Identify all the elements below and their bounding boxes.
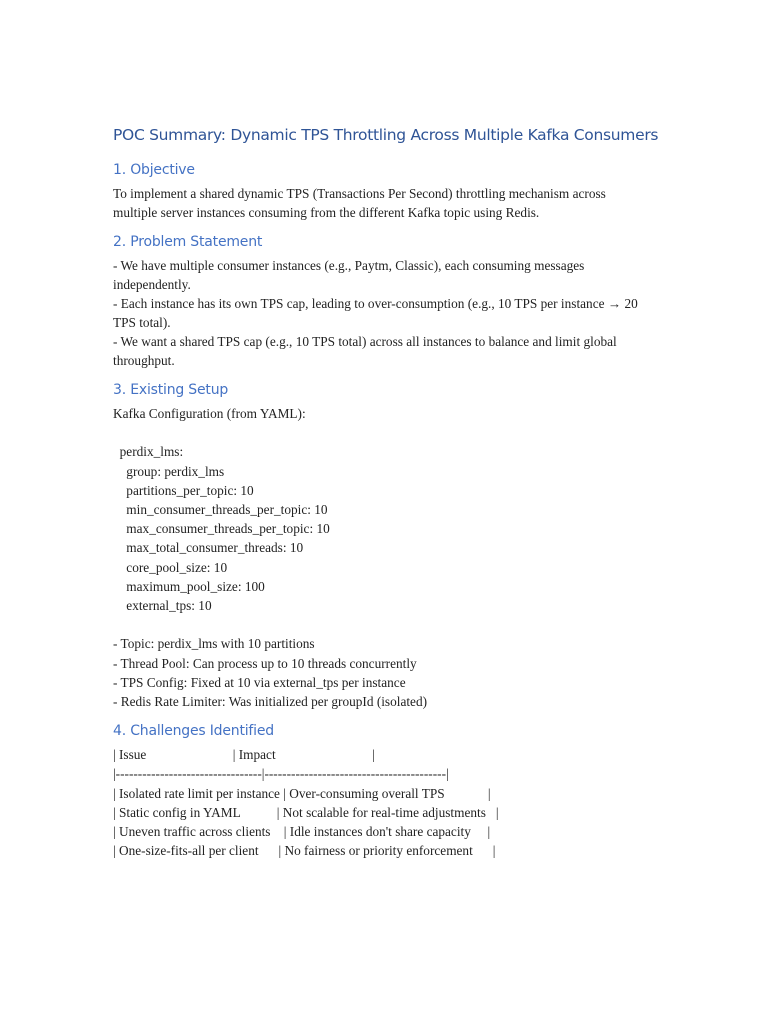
problem-line: - We want a shared TPS cap (e.g., 10 TPS total) across all instances to balance and limit global throughput.	[113, 334, 617, 368]
objective-section	[113, 160, 653, 222]
table-row: | One-size-fits-all per client | No fairness or priority enforcement |	[113, 843, 496, 859]
yaml-block	[113, 442, 653, 615]
table-row: | Uneven traffic across clients | Idle instances don't share capacity |	[113, 824, 491, 840]
setup-heading: 3. Existing Setup	[113, 382, 229, 398]
yaml-line: core_pool_size: 10	[113, 559, 228, 575]
yaml-line: partitions_per_topic: 10	[113, 482, 254, 498]
problem-heading: 2. Problem Statement	[113, 234, 263, 250]
table-row: | Isolated rate limit per instance | Over-consuming overall TPS |	[113, 785, 491, 801]
yaml-line: min_consumer_threads_per_topic: 10	[113, 502, 328, 517]
document-body	[113, 124, 659, 870]
document-title: POC Summary: Dynamic TPS Throttling Across Multiple Kafka Consumers	[113, 126, 659, 144]
setup-bullet: - TPS Config: Fixed at 10 via external_tps per instance	[113, 674, 406, 690]
problem-section	[113, 232, 653, 370]
spacer	[113, 615, 653, 634]
table-row: | Static config in YAML | Not scalable for real-time adjustments |	[113, 804, 499, 820]
yaml-line: external_tps: 10	[113, 598, 212, 614]
challenges-table	[113, 745, 653, 860]
yaml-line: perdix_lms:	[113, 444, 184, 460]
yaml-line: max_total_consumer_threads: 10	[113, 540, 304, 556]
setup-section	[113, 380, 653, 711]
challenges-heading: 4. Challenges Identified	[113, 723, 274, 740]
yaml-line: group: perdix_lms	[113, 463, 225, 479]
spacer	[113, 423, 653, 442]
objective-heading: 1. Objective	[113, 162, 195, 178]
yaml-line: max_consumer_threads_per_topic: 10	[113, 521, 330, 537]
problem-line: - Each instance has its own TPS cap, leading to over-consumption (e.g., 10 TPS per instance → 20 TPS total).	[113, 296, 638, 330]
yaml-line: maximum_pool_size: 100	[113, 578, 265, 594]
table-row: | Issue | Impact |	[113, 747, 375, 763]
problem-line: - We have multiple consumer instances (e.g., Paytm, Classic), each consuming messages independently.	[113, 258, 585, 292]
setup-bullet: - Topic: perdix_lms with 10 partitions	[113, 636, 315, 652]
challenges-section	[113, 721, 653, 860]
objective-text: To implement a shared dynamic TPS (Transactions Per Second) throttling mechanism across multiple server instances consuming from the different Kafka topic using Redis.	[113, 186, 606, 220]
setup-bullet: - Thread Pool: Can process up to 10 threads concurrently	[113, 655, 417, 671]
setup-bullets	[113, 634, 653, 711]
setup-intro: Kafka Configuration (from YAML):	[113, 406, 306, 421]
table-row: |---------------------------------|-----------------------------------------|	[113, 766, 449, 782]
setup-bullet: - Redis Rate Limiter: Was initialized per groupId (isolated)	[113, 694, 428, 710]
